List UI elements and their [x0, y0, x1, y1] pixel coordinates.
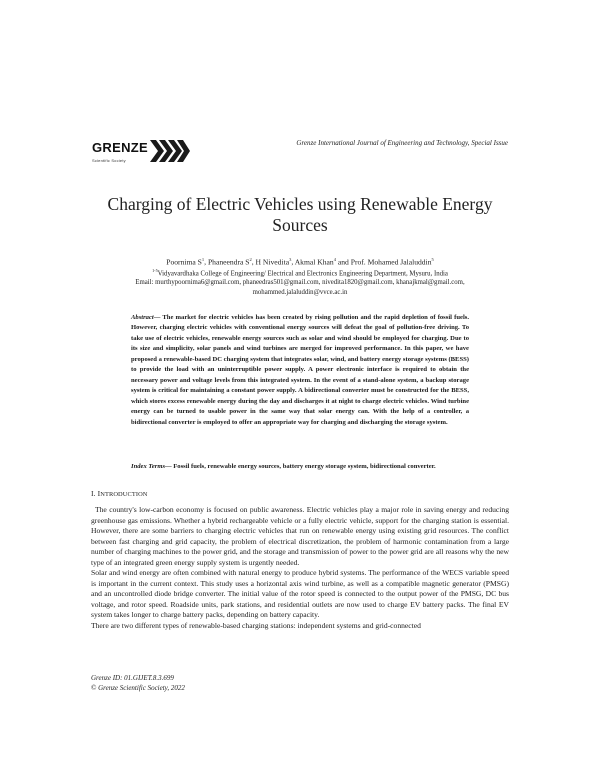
body-text [91, 505, 509, 632]
author-emails [60, 278, 540, 298]
index-terms-label: Index Terms [131, 463, 166, 470]
paper-title [80, 194, 520, 236]
paragraph: The country's low-carbon economy is focused on public awareness. Electric vehicles play a major role in saving energy and reducing greenhouse gas emissions. Whether a hybrid rechargeable vehicle or a fully electric vehicle, support for the charging station is essential. However, there are some barriers to charging electric vehicles that run on renewable energy using existing grid resources. The conflict between fast charging and grid capacity, the problem of electrical discretization, the problem of harmonic contamination from a large number of charging machines to the power grid, and the storage and transmission of power to the power grid are all reasons why the new type of an integrated green energy supply system is urgently needed. [91, 505, 509, 567]
author-sup: 3 [289, 257, 292, 262]
author-sup: 2 [249, 257, 252, 262]
index-terms [131, 462, 469, 472]
affiliation-sup: 1-5 [152, 268, 158, 273]
section-title: NTRODUCTION [100, 491, 148, 498]
section-heading [91, 489, 148, 498]
grenze-logo [92, 136, 188, 168]
affiliation-text: Vidyavardhaka College of Engineering/ Electrical and Electronics Engineering Department, Mysuru, India [157, 270, 448, 278]
author-name: H Nivedita [255, 257, 290, 267]
journal-name: Grenze International Journal of Engineering and Technology, Special Issue [296, 139, 508, 147]
paragraph: There are two different types of renewable-based charging stations: independent systems and grid-connected [91, 621, 421, 631]
logo-tagline: Scientific Society [92, 158, 126, 163]
author-name: Akmal Khan [294, 257, 334, 267]
title-line-2: Sources [272, 215, 328, 235]
author-name: Phaneendra S [207, 257, 250, 267]
index-terms-text: — Fossil fuels, renewable energy sources, battery energy storage system, bidirectional converter. [165, 463, 436, 470]
abstract [131, 313, 469, 428]
author-sup: 1 [201, 257, 205, 262]
author-name: Poornima S [166, 257, 202, 267]
author-name: Prof. Mohamed Jalaluddin [350, 257, 432, 267]
section-number: I. I [91, 489, 101, 498]
abstract-label: Abstract [131, 314, 154, 321]
author-list: Poornima $S^1$, Phaneendra $S^2$, H Nivedita$^3$, Akmal Khan$^4$ and Prof. Mohamed Jalaluddin$^5$ [166, 257, 434, 267]
abstract-text: — The market for electric vehicles has been created by rising pollution and the rapid depletion of fossil fuels. However, charging electric vehicles with conventional energy sources will defeat the goal of pollution-free driving. To take use of electric vehicles, renewable energy sources such as solar and wind should be employed for charging. Due to its size and simplicity, solar panels and wind turbines are merged for improved performance. In this paper, we have proposed a renewable-based DC charging system that integrates solar, wind, and battery energy storage systems (BESS) to provide the load with an uninterruptible power supply. A power electronic interface is required to obtain the necessary power and voltage levels from this integrated system. In the event of a stand-alone system, a backup storage system is critical for maintaining a constant power supply. A bidirectional converter must be constructed for the BESS, which stores excess renewable energy during the day and discharges it at night to charge electric vehicles. Wind turbine energy can be turned to usable power in the same way that solar energy can. With the help of a controller, a bidirectional converter is employed to offer an appropriate way for charging and discharging the storage system. [131, 314, 469, 426]
affiliation [60, 268, 540, 277]
footer [91, 674, 185, 693]
chevrons-icon [150, 136, 190, 166]
author-sup: 4 [333, 257, 336, 262]
grenze-id: Grenze ID: 01.GIJET.8.3.699 [91, 674, 174, 682]
author-sup: 5 [431, 257, 434, 262]
paragraph: Solar and wind energy are often combined with natural energy to produce hybrid systems. The performance of the WECS variable speed is important in the current context. This study uses a horizontal axis wind turbine, as well as a compatible magnetic generator (PMSG) and an uncontrolled diode bridge converter. The initial value of the rotor speed is connected to the output power of the PMSG, DC bus voltage, and rotor speed. Roadside units, park stations, and residential outlets are now used to charge EV battery packs. The final EV system takes longer to charge battery packs, depending on battery capacity. [91, 568, 509, 620]
email-line-1: Email: murthypoornima6@gmail.com, phaneedras501@gmail.com, nivedita1820@gmail.com, khanajkmal@gmail.com, [135, 279, 465, 286]
email-line-2: mohammed.jalaluddin@vvce.ac.in [252, 289, 348, 296]
title-line-1: Charging of Electric Vehicles using Renewable Energy [107, 194, 493, 214]
logo-wordmark: GRENZE [92, 140, 148, 155]
copyright: © Grenze Scientific Society, 2022 [91, 683, 185, 692]
